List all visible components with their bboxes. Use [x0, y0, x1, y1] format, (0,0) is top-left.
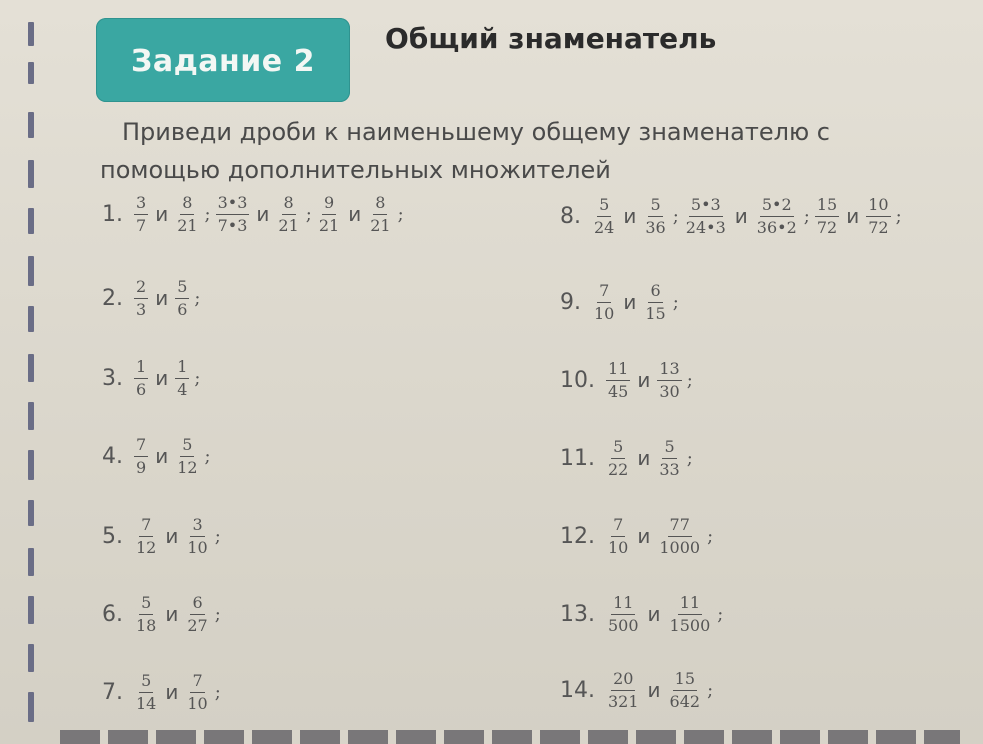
and-word: и	[165, 602, 179, 627]
denominator: 500	[608, 615, 639, 635]
margin-bar	[28, 62, 34, 84]
denominator: 33	[659, 459, 680, 479]
task-badge	[96, 18, 350, 102]
numerator: 7	[190, 672, 204, 693]
fraction	[185, 594, 209, 634]
denominator: 10	[187, 693, 208, 713]
denominator: 15	[645, 303, 666, 323]
separator: ;	[305, 203, 312, 225]
numerator: 9	[322, 194, 336, 215]
numerator: 5•2	[760, 196, 794, 217]
task-number: 5.	[102, 523, 123, 549]
instruction-line-1: Приведи дроби к наименьшему общему знаменателю с	[122, 118, 830, 146]
denominator: 12	[136, 537, 157, 557]
numerator: 5	[611, 438, 625, 459]
and-word: и	[846, 204, 860, 229]
cropped-text-strip	[60, 730, 960, 744]
task-11	[560, 438, 695, 478]
numerator: 1	[175, 358, 189, 379]
and-word: и	[623, 204, 637, 229]
denominator: 30	[659, 381, 680, 401]
denominator: 21	[318, 215, 340, 235]
denominator: 10	[608, 537, 629, 557]
fraction	[606, 516, 630, 556]
task-1	[102, 194, 406, 234]
task-number: 11.	[560, 445, 595, 471]
numerator: 7	[611, 516, 625, 537]
numerator: 1	[134, 358, 148, 379]
task-2	[102, 278, 202, 318]
and-word: и	[637, 446, 651, 471]
numerator: 7	[134, 436, 148, 457]
numerator: 13	[657, 360, 681, 381]
separator: ;	[214, 681, 221, 703]
and-word: и	[647, 678, 661, 703]
denominator: 36	[645, 217, 666, 237]
fraction	[185, 672, 209, 712]
task-badge-label: Задание 2	[131, 44, 315, 79]
numerator: 2	[134, 278, 148, 299]
and-word: и	[348, 202, 362, 227]
task-number: 2.	[102, 285, 123, 311]
numerator: 15	[673, 670, 697, 691]
numerator: 8	[373, 194, 387, 215]
fraction	[175, 358, 189, 398]
denominator: 1500	[669, 615, 711, 635]
fraction	[134, 278, 148, 318]
numerator: 5	[648, 196, 662, 217]
fraction	[134, 672, 158, 712]
denominator: 14	[136, 693, 157, 713]
separator: ;	[204, 203, 211, 225]
fraction	[668, 670, 703, 710]
denominator: 9	[136, 457, 147, 477]
numerator: 5	[139, 594, 153, 615]
task-8	[560, 196, 904, 236]
denominator: 24	[594, 217, 615, 237]
numerator: 3	[134, 194, 148, 215]
margin-bar	[28, 22, 34, 46]
task-13	[560, 594, 725, 634]
denominator: 72	[816, 217, 838, 237]
denominator: 7	[136, 215, 147, 235]
numerator: 11	[678, 594, 702, 615]
denominator: 22	[608, 459, 629, 479]
margin-bar	[28, 112, 34, 138]
fraction	[592, 196, 616, 236]
denominator: 36•2	[756, 217, 797, 237]
fraction	[175, 278, 189, 318]
separator: ;	[672, 205, 679, 227]
numerator: 5•3	[689, 196, 723, 217]
and-word: и	[155, 286, 169, 311]
task-number: 14.	[560, 677, 595, 703]
and-word: и	[637, 368, 651, 393]
and-word: и	[734, 204, 748, 229]
fraction	[175, 194, 199, 234]
margin-bar	[28, 160, 34, 188]
margin-bar	[28, 500, 34, 526]
denominator: 6	[177, 299, 188, 319]
denominator: 4	[177, 379, 188, 399]
task-12	[560, 516, 715, 556]
fraction	[276, 194, 300, 234]
fraction	[317, 194, 341, 234]
task-number: 4.	[102, 443, 123, 469]
denominator: 24•3	[685, 217, 726, 237]
denominator: 10	[187, 537, 208, 557]
numerator: 11	[611, 594, 635, 615]
separator: ;	[707, 679, 714, 701]
margin-bar	[28, 596, 34, 624]
numerator: 77	[668, 516, 692, 537]
page-title: Общий знаменатель	[385, 22, 717, 55]
numerator: 5	[180, 436, 194, 457]
separator: ;	[397, 203, 404, 225]
fraction	[657, 360, 681, 400]
denominator: 321	[608, 691, 639, 711]
fraction	[755, 196, 799, 236]
numerator: 5	[175, 278, 189, 299]
task-4	[102, 436, 213, 476]
fraction	[866, 196, 890, 236]
and-word: и	[155, 366, 169, 391]
fraction	[643, 282, 667, 322]
and-word: и	[647, 602, 661, 627]
fraction	[134, 594, 158, 634]
separator: ;	[717, 603, 724, 625]
and-word: и	[256, 202, 270, 227]
fraction	[175, 436, 199, 476]
numerator: 3	[190, 516, 204, 537]
numerator: 7	[597, 282, 611, 303]
margin-bar	[28, 256, 34, 286]
task-5	[102, 516, 223, 556]
task-14	[560, 670, 715, 710]
and-word: и	[165, 680, 179, 705]
and-word: и	[637, 524, 651, 549]
task-number: 10.	[560, 367, 595, 393]
denominator: 6	[136, 379, 147, 399]
denominator: 21	[278, 215, 299, 235]
separator: ;	[214, 603, 221, 625]
fraction	[368, 194, 392, 234]
denominator: 72	[868, 217, 889, 237]
fraction	[606, 594, 641, 634]
fraction	[134, 516, 158, 556]
numerator: 5	[597, 196, 611, 217]
margin-bar	[28, 548, 34, 576]
margin-bar	[28, 306, 34, 332]
separator: ;	[672, 291, 679, 313]
fraction	[643, 196, 667, 236]
task-number: 1.	[102, 201, 123, 227]
denominator: 1000	[659, 537, 701, 557]
fraction	[592, 282, 616, 322]
numerator: 6	[190, 594, 204, 615]
fraction	[134, 436, 148, 476]
denominator: 7•3	[217, 215, 248, 235]
numerator: 5	[662, 438, 676, 459]
fraction	[684, 196, 728, 236]
margin-bar	[28, 354, 34, 382]
margin-bar	[28, 208, 34, 234]
task-number: 8.	[560, 203, 581, 229]
margin-bar	[28, 644, 34, 672]
numerator: 10	[866, 196, 890, 217]
numerator: 6	[648, 282, 662, 303]
denominator: 27	[187, 615, 208, 635]
task-7	[102, 672, 223, 712]
task-number: 6.	[102, 601, 123, 627]
fraction	[606, 360, 630, 400]
fraction	[815, 196, 839, 236]
and-word: и	[155, 444, 169, 469]
numerator: 8	[282, 194, 296, 215]
instruction-line-2: помощью дополнительных множителей	[100, 156, 611, 184]
and-word: и	[165, 524, 179, 549]
task-number: 9.	[560, 289, 581, 315]
separator: ;	[214, 525, 221, 547]
denominator: 21	[177, 215, 198, 235]
separator: ;	[803, 205, 810, 227]
fraction	[134, 194, 148, 234]
numerator: 5	[139, 672, 153, 693]
numerator: 11	[606, 360, 630, 381]
fraction	[668, 594, 713, 634]
denominator: 3	[136, 299, 147, 319]
separator: ;	[707, 525, 714, 547]
margin-bar	[28, 450, 34, 480]
numerator: 8	[180, 194, 194, 215]
denominator: 10	[594, 303, 615, 323]
numerator: 20	[611, 670, 635, 691]
fraction	[606, 438, 630, 478]
fraction	[216, 194, 250, 234]
denominator: 21	[370, 215, 391, 235]
numerator: 15	[815, 196, 839, 217]
margin-bar	[28, 402, 34, 430]
and-word: и	[155, 202, 169, 227]
numerator: 7	[139, 516, 153, 537]
and-word: и	[623, 290, 637, 315]
numerator: 3•3	[216, 194, 250, 215]
task-9	[560, 282, 681, 322]
denominator: 45	[608, 381, 629, 401]
denominator: 18	[136, 615, 157, 635]
denominator: 642	[669, 691, 701, 711]
separator: ;	[686, 447, 693, 469]
task-6	[102, 594, 223, 634]
separator: ;	[194, 367, 201, 389]
fraction	[134, 358, 148, 398]
fraction	[606, 670, 641, 710]
task-number: 12.	[560, 523, 595, 549]
task-number: 7.	[102, 679, 123, 705]
margin-bar	[28, 692, 34, 722]
separator: ;	[194, 287, 201, 309]
task-number: 3.	[102, 365, 123, 391]
separator: ;	[204, 445, 211, 467]
task-number: 13.	[560, 601, 595, 627]
task-10	[560, 360, 695, 400]
separator: ;	[686, 369, 693, 391]
fraction	[185, 516, 209, 556]
fraction	[657, 438, 681, 478]
task-3	[102, 358, 202, 398]
denominator: 12	[177, 457, 198, 477]
separator: ;	[895, 205, 902, 227]
fraction	[657, 516, 702, 556]
